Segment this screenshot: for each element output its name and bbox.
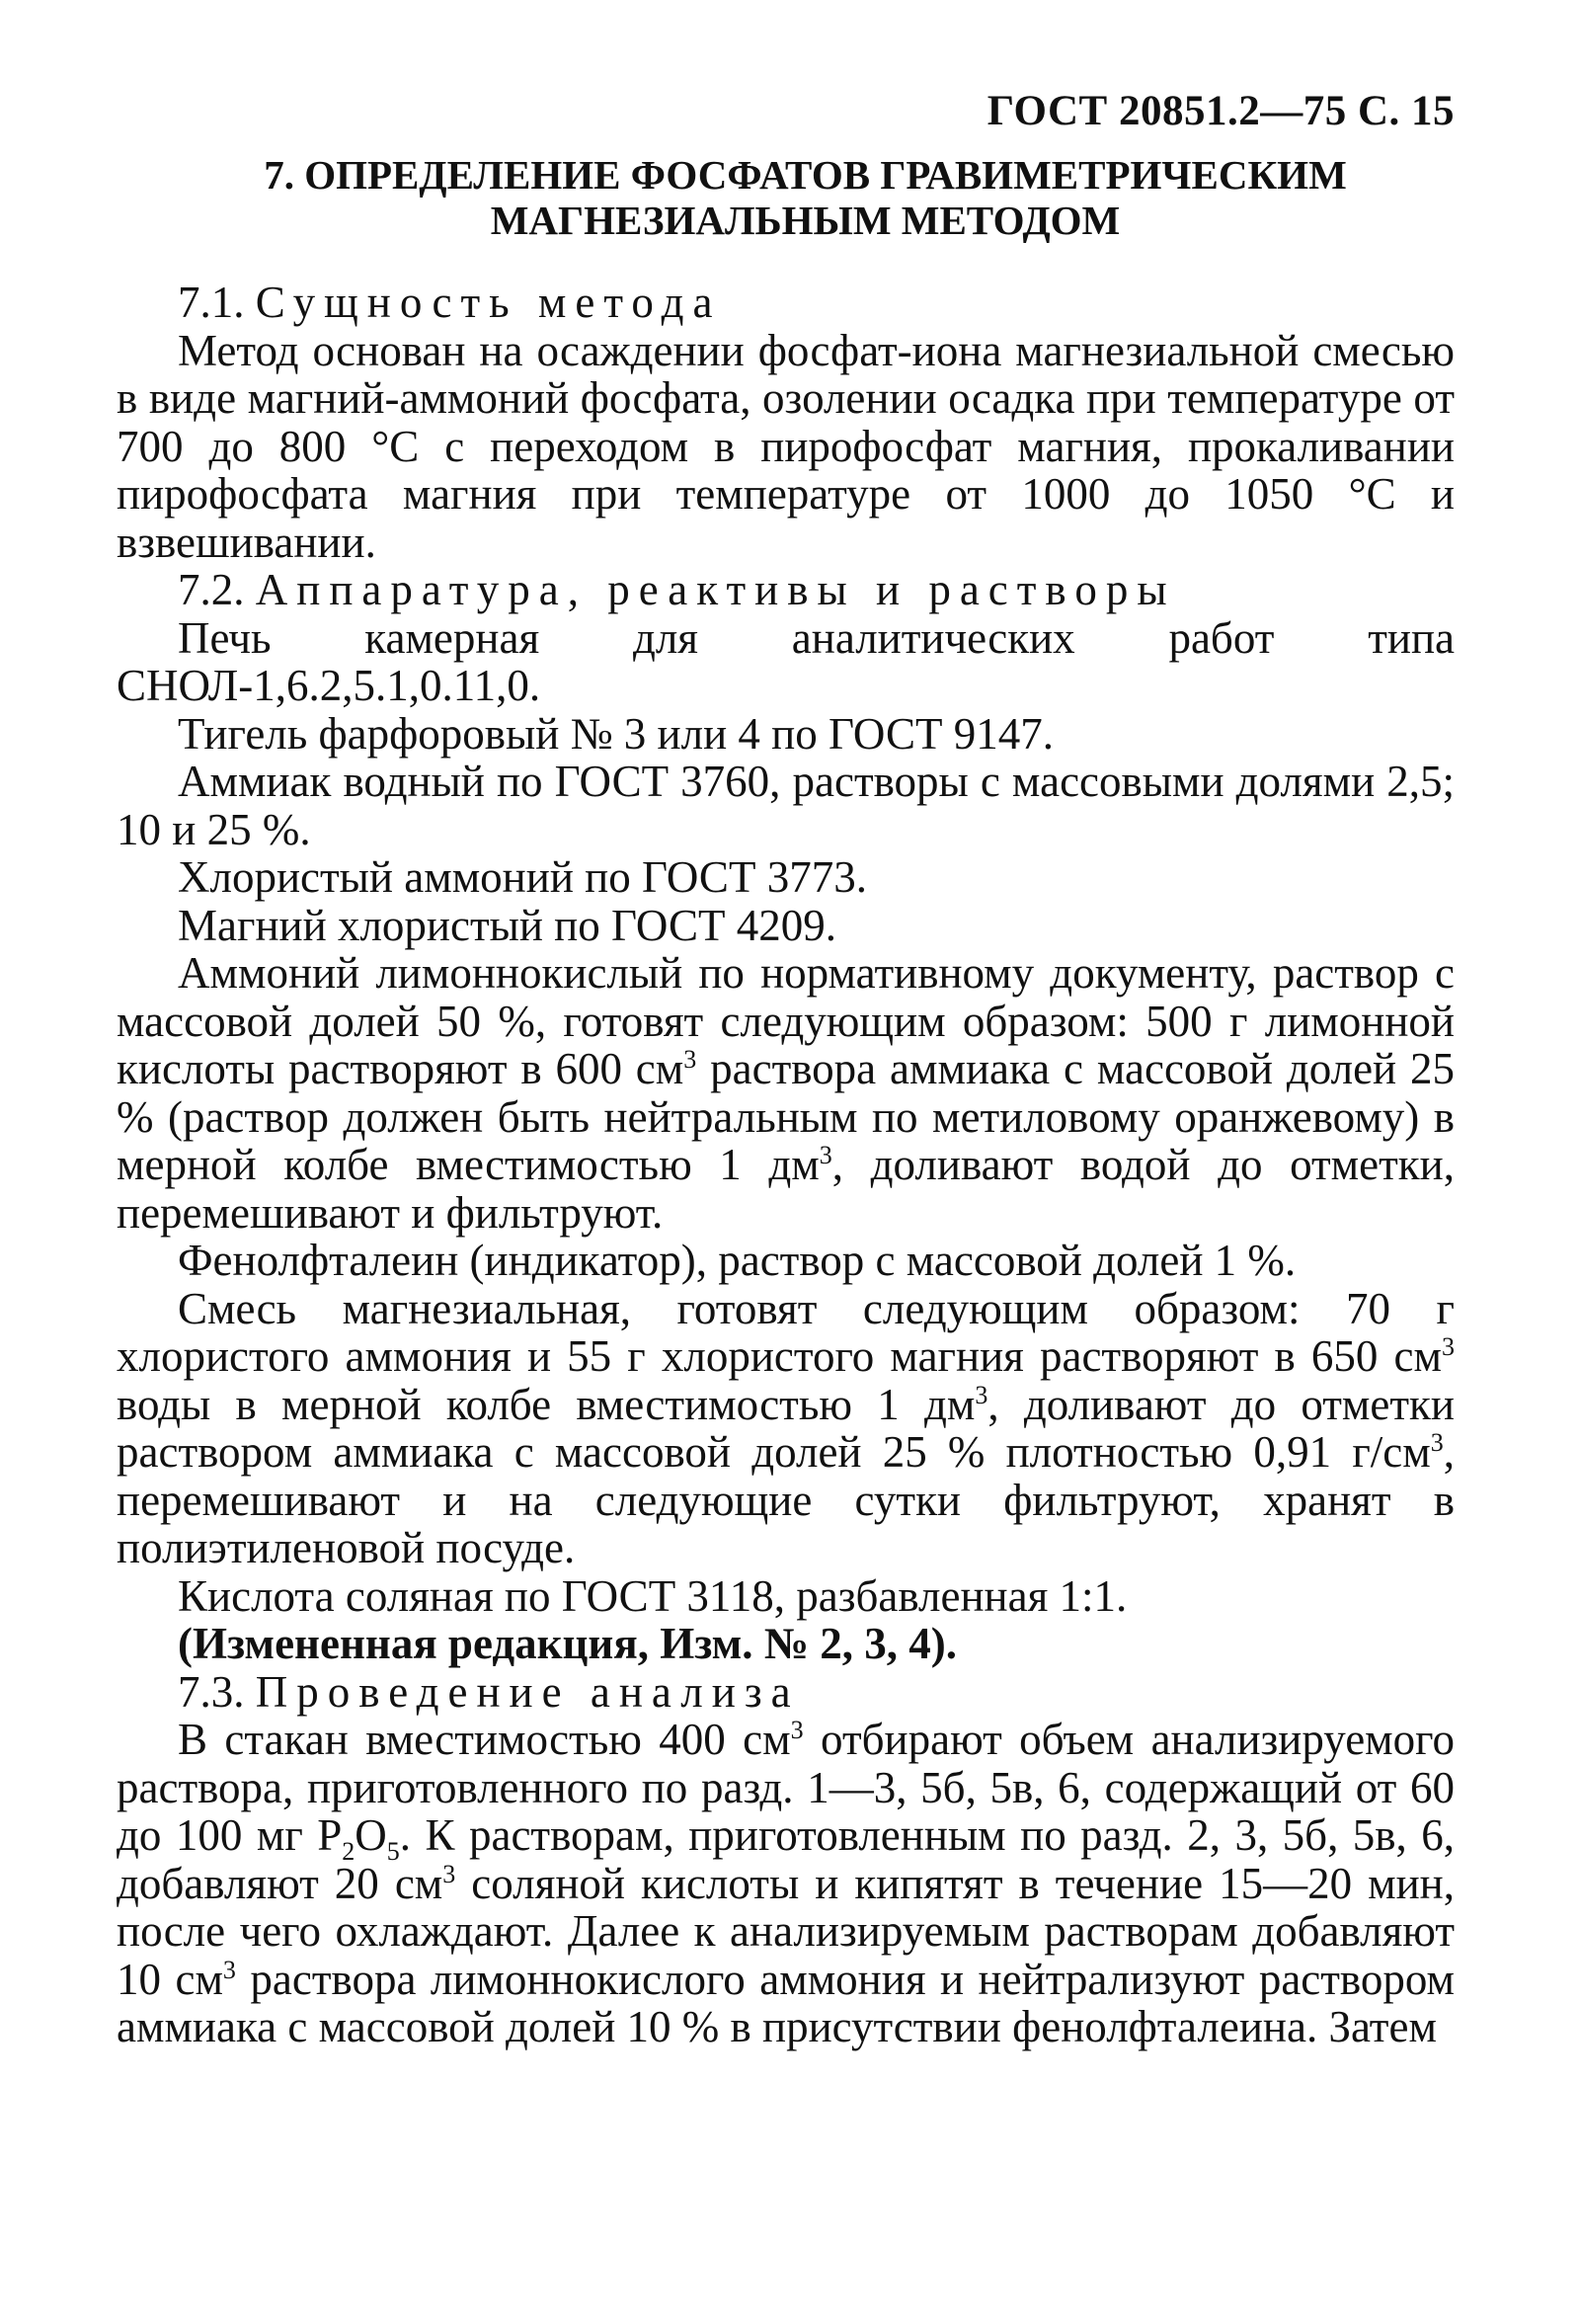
subscript: 5 <box>386 1837 400 1866</box>
ammonia-item: Аммиак водный по ГОСТ 3760, растворы с массовыми долями 2,5; 10 и 25 %. <box>117 757 1455 854</box>
section-title-line-1: 7. ОПРЕДЕЛЕНИЕ ФОСФАТОВ ГРАВИМЕТРИЧЕСКИМ <box>264 152 1347 198</box>
furnace-item: Печь камерная для аналитических работ типа СНОЛ-1,6.2,5.1,0.11,0. <box>117 612 1455 710</box>
revision-note: (Измененная редакция, Изм. № 2, 3, 4). <box>178 1619 958 1668</box>
superscript: 3 <box>222 1955 236 1984</box>
text-run: , доливают водой до отметки, перемешивают и фильтруют. <box>117 1140 1455 1238</box>
superscript: 3 <box>975 1380 988 1409</box>
subsection-7-2-number: 7.2. <box>178 565 245 614</box>
magnesium-chloride-item: Магний хлористый по ГОСТ 4209. <box>178 900 836 950</box>
method-essence-text: Метод основан на осаждении фосфат-иона магнезиальной смесью в виде магний-аммоний фосфата, озолении осадка при температуре от 700 до 800 °С с переходом в пирофосфат магния, прокаливании пирофосфата магния при температуре от 1000 до 1050 °С и взвешивании. <box>117 325 1455 567</box>
text-run: раствора аммиака с массовой долей 25 % (раствор должен быть нейтральным по метиловому оранжевому) в мерной колбе вместимостью 1 дм <box>117 1044 1455 1189</box>
text-run: . К растворам, приготовленным по разд. 2, 3, 5б, 5в, 6, добавляют 20 см <box>117 1810 1456 1908</box>
text-run: Аммоний лимоннокислый по нормативному документу, раствор с массовой долей 50 %, готовят следующим образом: 500 г лимонной кислоты растворяют в 600 см <box>117 948 1455 1093</box>
section-title <box>117 152 1455 243</box>
superscript: 3 <box>1442 1332 1455 1361</box>
ammonium-chloride-item: Хлористый аммоний по ГОСТ 3773. <box>178 852 867 902</box>
text-run: , перемешивают и на следующие сутки фильтруют, хранят в полиэтиленовой посуде. <box>117 1427 1455 1572</box>
subsection-7-3-heading <box>117 1668 1455 1717</box>
hydrochloric-acid-item: Кислота соляная по ГОСТ 3118, разбавленная 1:1. <box>178 1570 1128 1621</box>
magnesia-mixture-item <box>117 1285 1455 1572</box>
text-run: воды в мерной колбе вместимостью 1 дм <box>117 1379 976 1429</box>
page-header: ГОСТ 20851.2—75 С. 15 <box>987 88 1455 134</box>
analysis-procedure-text <box>117 1716 1455 2051</box>
section-title-line-2: МАГНЕЗИАЛЬНЫМ МЕТОДОМ <box>490 198 1121 243</box>
superscript: 3 <box>790 1716 804 1744</box>
ammonium-citrate-item <box>117 949 1455 1237</box>
superscript: 3 <box>442 1859 456 1888</box>
subsection-7-2-title: Аппаратура, реактивы и растворы <box>255 565 1176 614</box>
phenolphthalein-item: Фенолфталеин (индикатор), раствор с массовой долей 1 %. <box>178 1236 1297 1285</box>
subsection-7-3-title: Проведение анализа <box>255 1666 800 1717</box>
subsection-7-1-title: Сущность метода <box>255 278 722 327</box>
document-page <box>117 87 1455 2051</box>
subsection-7-1-heading <box>117 279 1455 327</box>
text-run: Смесь магнезиальная, готовят следующим образом: 70 г хлористого аммония и 55 г хлористого магния растворяют в 650 см <box>117 1283 1455 1381</box>
text-run: отбирают объем анализируемого раствора, приготовленного по разд. 1—3, 5б, 5в, 6, содержащий от 60 до 100 мг P <box>117 1715 1455 1860</box>
subsection-7-3-number: 7.3. <box>178 1666 245 1717</box>
subscript: 2 <box>342 1837 355 1866</box>
superscript: 3 <box>683 1045 697 1074</box>
superscript: 3 <box>1430 1428 1444 1457</box>
text-run: раствора лимоннокислого аммония и нейтрализуют раствором аммиака с массовой долей 10 % в присутствии фенолфталеина. Затем <box>117 1954 1455 2051</box>
subsection-7-2-heading <box>117 566 1455 614</box>
text-run: соляной кислоты и кипятят в течение 15—20 мин, после чего охлаждают. Далее к анализируемым растворам добавляют 10 см <box>117 1858 1455 2004</box>
text-run: O <box>355 1810 387 1860</box>
crucible-item: Тигель фарфоровый № 3 или 4 по ГОСТ 9147. <box>178 708 1054 759</box>
subsection-7-1-number: 7.1. <box>178 278 245 327</box>
text-run: , доливают до отметки раствором аммиака с массовой долей 25 % плотностью 0,91 г/см <box>117 1379 1455 1477</box>
superscript: 3 <box>819 1141 832 1169</box>
text-run: В стакан вместимостью 400 см <box>178 1715 791 1764</box>
